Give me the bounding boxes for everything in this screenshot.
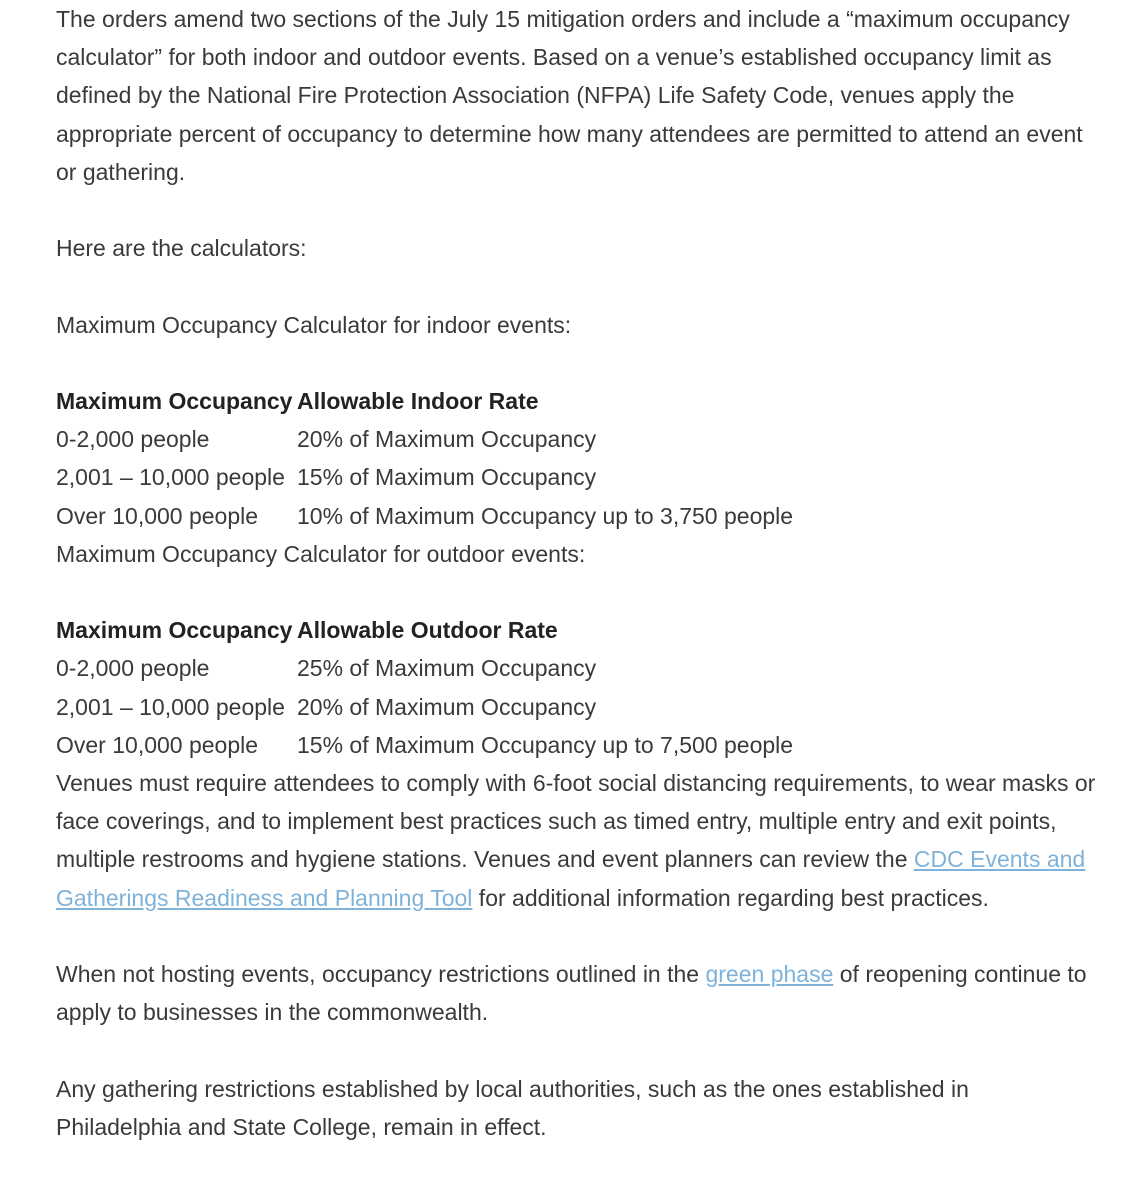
indoor-table — [56, 382, 1096, 535]
cdc-planning-tool-link[interactable]: CDC Events and Gatherings Readiness and Planning Tool — [56, 846, 1086, 911]
outdoor-table — [56, 611, 1096, 764]
table-row — [56, 497, 1096, 535]
table-row — [56, 649, 1096, 687]
outdoor-row-2-occupancy: 2,001 – 10,000 people — [56, 693, 285, 720]
spacer — [56, 267, 1096, 305]
outdoor-row-1-rate: 25% of Maximum Occupancy — [297, 655, 597, 682]
outdoor-calculator-title: Maximum Occupancy Calculator for outdoor events: — [56, 540, 586, 567]
outdoor-header-rate: Allowable Outdoor Rate — [297, 617, 558, 644]
venues-paragraph — [56, 764, 1096, 917]
gatherings-paragraph: Any gathering restrictions established by local authorities, such as the ones established in Philadelphia and State College, remain in effect. — [56, 1075, 969, 1140]
hosting-text-start: When not hosting events, occupancy restrictions outlined in the — [56, 961, 706, 987]
table-row — [56, 458, 1096, 496]
calculators-intro: Here are the calculators: — [56, 235, 307, 262]
spacer — [56, 1031, 1096, 1069]
green-phase-link[interactable]: green phase — [705, 961, 834, 987]
outdoor-table-header — [56, 611, 1096, 649]
indoor-row-3-occupancy: Over 10,000 people — [56, 502, 259, 529]
outdoor-row-3-rate: 15% of Maximum Occupancy up to 7,500 people — [297, 731, 794, 758]
outdoor-row-2-rate: 20% of Maximum Occupancy — [297, 693, 597, 720]
table-row — [56, 420, 1096, 458]
intro-paragraph: The orders amend two sections of the July 15 mitigation orders and include a “maximum occupancy calculator” for both indoor and outdoor events. Based on a venue’s established occupancy limit as defined by the National Fire Protection Association (NFPA) Life Safety Code, venues apply the appropriate percent of occupancy to determine how many attendees are permitted to attend an event or gathering. — [56, 6, 1083, 185]
outdoor-row-1-occupancy: 0-2,000 people — [56, 655, 210, 682]
indoor-row-2-rate: 15% of Maximum Occupancy — [297, 464, 597, 491]
indoor-header-rate: Allowable Indoor Rate — [297, 387, 539, 414]
article-body — [56, 0, 1096, 1146]
venues-text-end: for additional information regarding best practices. — [472, 884, 989, 911]
table-row — [56, 688, 1096, 726]
indoor-table-header — [56, 382, 1096, 420]
spacer — [56, 573, 1096, 611]
indoor-row-1-rate: 20% of Maximum Occupancy — [297, 426, 597, 453]
indoor-calculator-title: Maximum Occupancy Calculator for indoor events: — [56, 311, 572, 338]
indoor-row-2-occupancy: 2,001 – 10,000 people — [56, 464, 285, 491]
indoor-header-occupancy: Maximum Occupancy — [56, 387, 293, 414]
spacer — [56, 917, 1096, 955]
hosting-text-end: of reopening continue to apply to businesses in the commonwealth. — [56, 961, 1087, 1026]
outdoor-header-occupancy: Maximum Occupancy — [56, 617, 293, 644]
table-row — [56, 726, 1096, 764]
indoor-row-1-occupancy: 0-2,000 people — [56, 426, 210, 453]
spacer — [56, 344, 1096, 382]
venues-text-start: Venues must require attendees to comply with 6-foot social distancing requirements, to wear masks or face coverings, and to implement best practices such as timed entry, multiple entry and exit points, multiple restrooms and hygiene stations. Venues and event planners can review the — [56, 770, 1096, 873]
hosting-paragraph — [56, 955, 1096, 1031]
outdoor-row-3-occupancy: Over 10,000 people — [56, 731, 259, 758]
spacer — [56, 191, 1096, 229]
indoor-row-3-rate: 10% of Maximum Occupancy up to 3,750 people — [297, 502, 794, 529]
